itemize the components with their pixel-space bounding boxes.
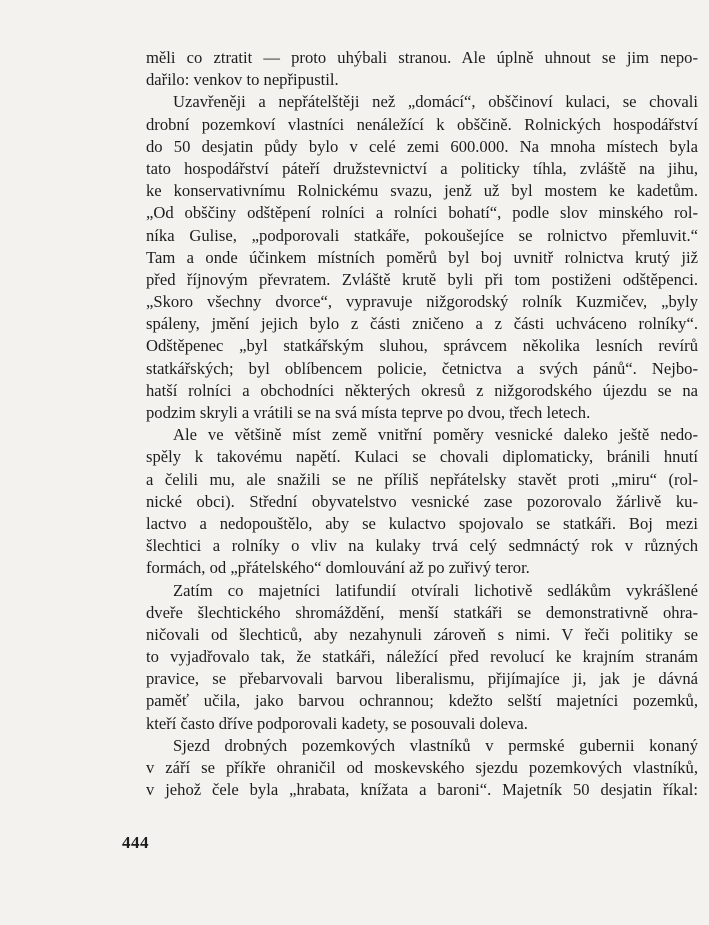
text-line: dveře šlechtického shromáždění, menší statkáři se demonstrativně ohra- [146, 602, 698, 622]
text-line: podzim skryli a vrátili se na svá místa teprve po dvou, třech letech. [146, 403, 591, 422]
page-number: 444 [122, 833, 149, 852]
text-line: Odštěpenec „byl statkářským sluhou, správcem několika lesních revírů [146, 336, 698, 356]
text-line: tato hospodářství páteří družstevnictví a politicky tíhla, zvláště na jihu, [146, 158, 698, 178]
text-line: a čelili mu, ale snažili se ne příliš nepřátelsky stavět proti „miru“ (rol- [146, 469, 698, 489]
text-line: dařilo: venkov to nepřipustil. [146, 70, 339, 90]
text-line: spáleny, jmění jejich bylo z části zničeno a z části uchváceno rolníky“. [146, 314, 698, 334]
text-line: lactvo a nedopouštělo, aby se kulactvo spojovalo se statkáři. Boj mezi [146, 513, 698, 533]
text-line: měli co ztratit — proto uhýbali stranou. Ale úplně uhnout se jim nepo- [146, 48, 698, 67]
body-text [146, 47, 698, 801]
text-line: ničovali od šlechticů, aby nezahynuli zároveň s nimi. V řeči politiky se [146, 624, 698, 644]
text-line: níka Gulise, „podporovali statkáře, pokoušejíce se rolnictvo přemluvit.“ [146, 225, 698, 245]
text-line: spěly k takovému napětí. Kulaci se chovali diplomaticky, bránili hnutí [146, 447, 698, 467]
text-line: statkářských; byl oblíbencem policie, četnictva a svých pánů“. Nejbo- [146, 358, 698, 378]
text-line: před říjnovým převratem. Zvláště krutě byli při tom postiženi odštěpenci. [146, 269, 698, 289]
text-line: Ale ve většině míst země vnitřní poměry vesnické daleko ještě nedo- [173, 425, 698, 445]
text-line: do 50 desjatin půdy bylo v celé zemi 600.000. Na mnoha místech byla [146, 136, 698, 156]
text-line: Zatím co majetníci latifundií otvírali lichotivě sedlákům vykrášlené [173, 580, 698, 600]
text-line: Sjezd drobných pozemkových vlastníků v permské gubernii konaný [173, 735, 698, 755]
text-line: to vyjadřovalo tak, že statkáři, náležící před revolucí ke krajním stranám [146, 647, 698, 667]
text-line: paměť učila, jako barvou ochrannou; kdežto selští majetníci pozemků, [146, 691, 698, 711]
text-line: ke konservativnímu Rolnickému svazu, jenž už byl mostem ke kadetům. [146, 181, 698, 201]
text-line: formách, od „přátelského“ domlouvání až po zuřivý teror. [146, 558, 530, 578]
text-line: Tam a onde účinkem místních poměrů byl boj uvnitř rolnictva krutý již [146, 247, 698, 267]
text-line: Uzavřeněji a nepřátelštěji než „domácí“, obščinoví kulaci, se chovali [173, 92, 698, 112]
text-line: drobní pozemkoví vlastníci nenáležící k obščině. Rolnických hospodářství [146, 114, 698, 134]
text-line: „Od obščiny odštěpení rolníci a rolníci bohatí“, podle slov minského rol- [146, 203, 698, 223]
text-line: v září se příkře ohraničil od moskevského sjezdu pozemkových vlastníků, [146, 758, 698, 777]
text-line: v jehož čele byla „hrabata, knížata a baroni“. Majetník 50 desjatin říkal: [146, 780, 698, 800]
text-line: nické obci). Střední obyvatelstvo vesnické zase pozorovalo žárlivě ku- [146, 491, 698, 511]
text-line: kteří často dříve podporovali kadety, se posouvali doleva. [146, 713, 528, 733]
text-line: „Skoro všechny dvorce“, vypravuje nižgorodský rolník Kuzmičev, „byly [146, 292, 698, 312]
text-line: šlechtici a rolníky o vliv na kulaky trvá celý sedmnáctý rok v různých [146, 536, 698, 556]
text-line: pravice, se přebarvovali barvou liberalismu, přijímajíce ji, jak je dávná [146, 669, 698, 689]
text-line: hatší rolníci a obchodníci některých okresů z nižgorodského újezdu se na [146, 380, 698, 400]
